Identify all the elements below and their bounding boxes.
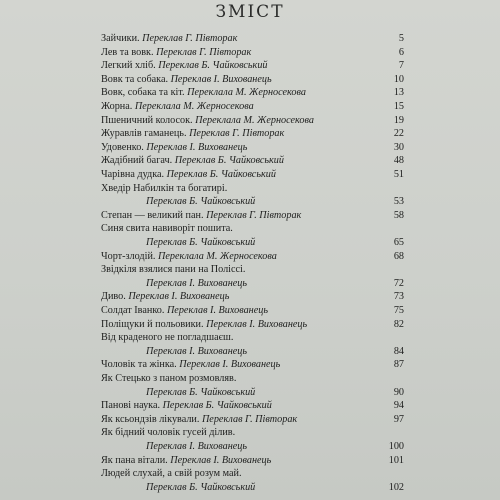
toc-entry xyxy=(0,74,500,86)
toc-story-title: Степан — великий пан. Переклав Г. Півторак xyxy=(101,209,302,221)
toc-entry xyxy=(0,319,500,331)
toc-page-number: 7 xyxy=(398,60,404,72)
toc-story-title: Чарівна дудка. Переклав Б. Чайковський xyxy=(101,169,276,180)
toc-story-title: Як ксьондзів лікували. Переклав Г. Півторак xyxy=(101,413,298,425)
toc-story-title: Як бідний чоловік гусей ділив. xyxy=(101,427,236,439)
toc-entry xyxy=(0,33,500,45)
toc-page-number: 51 xyxy=(393,169,404,180)
toc-translator: Переклала М. Жерносекова xyxy=(184,87,306,99)
toc-story-title: Вовк та собака. Переклав І. Вихованець xyxy=(101,73,272,85)
toc-translator: Переклав Б. Чайковський xyxy=(146,196,256,208)
toc-entry xyxy=(0,251,500,263)
toc-page-number: 97 xyxy=(393,413,404,425)
toc-translator: Переклав І. Вихованець xyxy=(146,345,248,357)
toc-page-number: 72 xyxy=(393,277,404,289)
toc-page-number: 30 xyxy=(393,141,404,153)
toc-story-title: Удовенко. Переклав І. Вихованець xyxy=(101,141,248,153)
table-of-contents xyxy=(0,33,500,500)
toc-translator: Переклав Г. Півторак xyxy=(186,128,285,140)
toc-entry xyxy=(0,359,500,371)
toc-story-title: Як пана вітали. Переклав І. Вихованець xyxy=(101,454,272,466)
toc-story-title: Диво. Переклав І. Вихованець xyxy=(101,291,230,303)
toc-entry xyxy=(0,332,500,344)
toc-translator: Переклав І. Вихованець xyxy=(168,73,272,85)
toc-entry xyxy=(0,210,500,222)
toc-entry xyxy=(0,60,500,72)
toc-entry xyxy=(0,183,500,195)
toc-story-title: Поліщуки й польовики. Переклав І. Вихованець xyxy=(101,318,308,330)
toc-page-number: 84 xyxy=(393,345,404,357)
toc-translator: Переклав Г. Півторак xyxy=(153,46,252,58)
toc-entry xyxy=(0,305,500,317)
toc-story-title: Зайчики. Переклав Г. Півторак xyxy=(101,33,238,44)
toc-translator: Переклав Г. Півторак xyxy=(199,413,298,425)
toc-translator: Переклав Г. Півторак xyxy=(139,33,238,44)
toc-page-number: 48 xyxy=(393,155,404,167)
toc-translator: Переклав Б. Чайковський xyxy=(164,169,276,180)
toc-translator: Переклала М. Жерносекова xyxy=(192,114,314,126)
toc-entry xyxy=(0,346,500,358)
toc-entry xyxy=(0,47,500,59)
toc-entry xyxy=(0,128,500,140)
toc-entry xyxy=(0,387,500,399)
toc-translator: Переклав Б. Чайковський xyxy=(172,155,284,167)
toc-story-title: Хведір Набилкін та богатирі. xyxy=(101,182,228,194)
toc-entry xyxy=(0,101,500,113)
toc-translator: Переклав Б. Чайковський xyxy=(146,386,256,398)
toc-page-number: 75 xyxy=(393,305,404,316)
toc-translator: Переклав І. Вихованець xyxy=(125,291,230,303)
toc-entry xyxy=(0,115,500,127)
toc-page-number: 90 xyxy=(393,386,404,398)
toc-entry xyxy=(0,169,500,181)
toc-page-number: 101 xyxy=(388,454,404,466)
toc-story-title: Панові наука. Переклав Б. Чайковський xyxy=(101,400,272,412)
toc-entry xyxy=(0,196,500,208)
toc-story-title: Синя свита навиворіт пошита. xyxy=(101,223,233,235)
toc-translator: Переклав Б. Чайковський xyxy=(155,60,268,72)
toc-entry xyxy=(0,223,500,235)
toc-translator: Переклав І. Вихованець xyxy=(143,141,248,153)
toc-translator: Переклав І. Вихованець xyxy=(146,441,248,452)
toc-translator: Переклала М. Жерносекова xyxy=(155,250,277,262)
toc-story-title: Вовк, собака та кіт. Переклала М. Жерносекова xyxy=(101,87,306,99)
toc-translator: Переклав І. Вихованець xyxy=(203,318,308,330)
toc-story-title: Пшеничний колосок. Переклала М. Жерносекова xyxy=(101,114,314,126)
toc-translator: Переклав І. Вихованець xyxy=(164,305,268,316)
toc-page-number: 73 xyxy=(393,291,404,303)
toc-entry xyxy=(0,441,500,453)
toc-story-title: Людей слухай, а свій розум май. xyxy=(101,468,242,480)
toc-page-number: 22 xyxy=(393,128,404,140)
toc-entry xyxy=(0,414,500,426)
toc-page-number: 5 xyxy=(398,33,404,44)
toc-entry xyxy=(0,142,500,154)
toc-page-number: 68 xyxy=(393,250,404,262)
toc-story-title: Легкий хліб. Переклав Б. Чайковський xyxy=(101,60,268,72)
toc-story-title: Журавлів гаманець. Переклав Г. Півторак xyxy=(101,128,285,140)
toc-page-number: 100 xyxy=(388,441,404,452)
toc-entry xyxy=(0,291,500,303)
toc-entry xyxy=(0,400,500,412)
toc-story-title: Жорна. Переклала М. Жерносекова xyxy=(101,101,254,112)
toc-story-title: Чорт-злодій. Переклала М. Жерносекова xyxy=(101,250,277,262)
toc-entry xyxy=(0,427,500,439)
toc-page-number: 53 xyxy=(393,196,404,208)
toc-page-number: 102 xyxy=(388,481,404,493)
toc-story-title: Жадібний багач. Переклав Б. Чайковський xyxy=(101,155,284,167)
toc-page-number: 6 xyxy=(398,46,404,58)
toc-page-number: 10 xyxy=(393,73,404,85)
toc-entry xyxy=(0,87,500,99)
toc-page-number: 87 xyxy=(393,359,404,371)
toc-translator: Переклала М. Жерносекова xyxy=(132,101,254,112)
toc-translator: Переклав І. Вихованець xyxy=(176,359,281,371)
toc-story-title: Лев та вовк. Переклав Г. Півторак xyxy=(101,46,252,58)
toc-translator: Переклав Г. Півторак xyxy=(203,209,302,221)
toc-entry xyxy=(0,155,500,167)
toc-page-number: 13 xyxy=(393,87,404,99)
toc-entry xyxy=(0,264,500,276)
toc-story-title: Як Стецько з паном розмовляв. xyxy=(101,373,237,384)
page-title: ЗМІСТ xyxy=(215,2,285,22)
toc-page-number: 82 xyxy=(393,318,404,330)
toc-page-number: 65 xyxy=(393,237,404,248)
toc-translator: Переклав І. Вихованець xyxy=(146,277,248,289)
toc-story-title: Від краденого не погладшаєш. xyxy=(101,332,234,344)
toc-entry xyxy=(0,468,500,480)
toc-story-title: Чоловік та жінка. Переклав І. Вихованець xyxy=(101,359,281,371)
toc-translator: Переклав Б. Чайковський xyxy=(146,481,256,493)
toc-translator: Переклав І. Вихованець xyxy=(167,454,272,466)
toc-entry xyxy=(0,373,500,385)
toc-story-title: Звідкіля взялися пани на Поліссі. xyxy=(101,264,246,276)
toc-entry xyxy=(0,482,500,494)
toc-page-number: 58 xyxy=(393,209,404,221)
toc-page-number: 19 xyxy=(393,114,404,126)
toc-entry xyxy=(0,278,500,290)
toc-translator: Переклав Б. Чайковський xyxy=(160,400,272,412)
toc-translator: Переклав Б. Чайковський xyxy=(146,237,256,248)
toc-page-number: 15 xyxy=(393,101,404,112)
toc-page-number: 94 xyxy=(393,400,404,412)
toc-story-title: Солдат Іванко. Переклав І. Вихованець xyxy=(101,305,268,316)
toc-entry xyxy=(0,455,500,467)
toc-entry xyxy=(0,237,500,249)
